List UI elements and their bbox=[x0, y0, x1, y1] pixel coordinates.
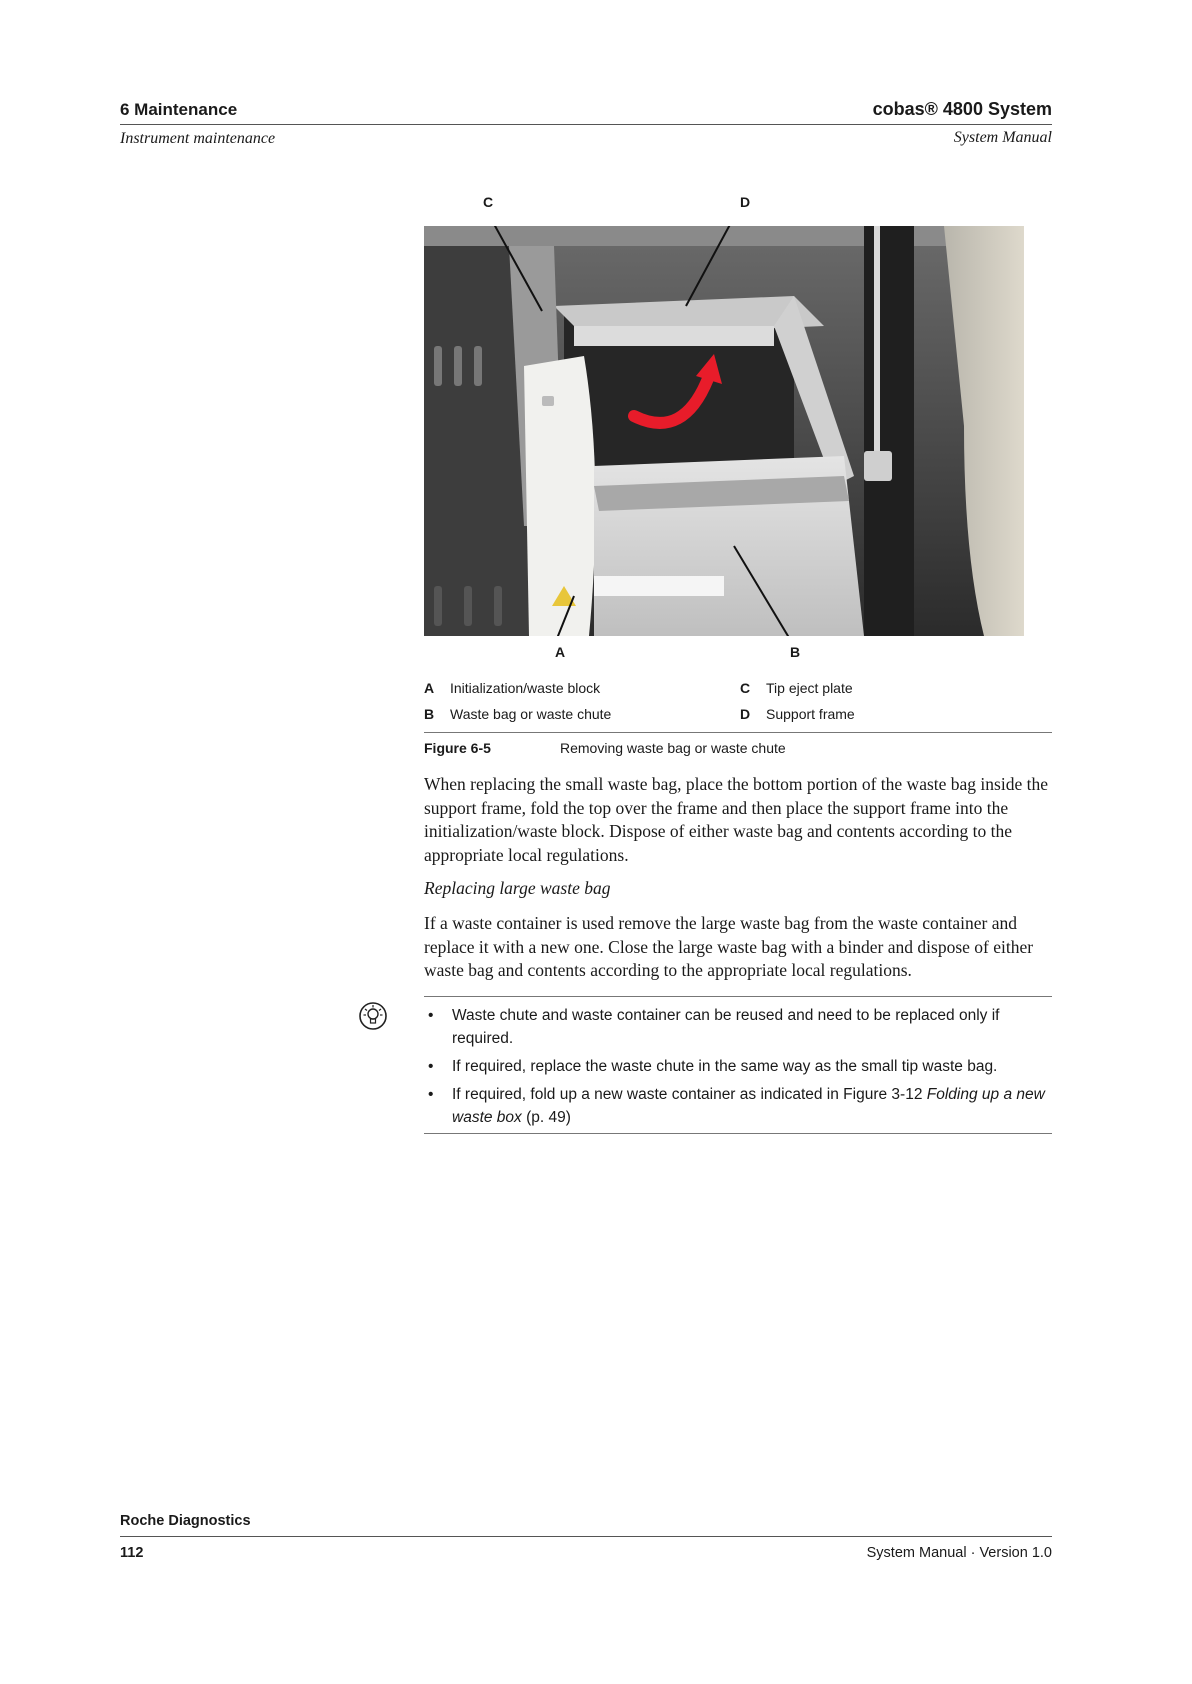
note-rule-top bbox=[424, 996, 1052, 997]
legend-key: B bbox=[424, 706, 435, 722]
lightbulb-icon bbox=[358, 1001, 388, 1031]
list-item: • If required, fold up a new waste container as indicated in Figure 3-12 Folding up a new waste box (p. 49) bbox=[428, 1086, 1045, 1126]
legend-key: A bbox=[424, 680, 435, 696]
section-title: Instrument maintenance bbox=[120, 130, 276, 147]
legend-item-a bbox=[424, 680, 600, 696]
note-list bbox=[424, 1004, 1054, 1134]
callout-b: B bbox=[790, 644, 801, 660]
callout-c: C bbox=[483, 194, 494, 210]
figure-caption: Removing waste bag or waste chute bbox=[560, 740, 786, 756]
subheading: Replacing large waste bag bbox=[424, 878, 611, 898]
chapter-title: 6 Maintenance bbox=[120, 100, 238, 119]
note-text-prefix: If required, fold up a new waste container as indicated in Figure 3-12 bbox=[452, 1086, 927, 1103]
legend-text: Support frame bbox=[766, 706, 855, 722]
figure-reference-link[interactable]: Folding up a new waste box bbox=[452, 1086, 1045, 1126]
legend-text: Initialization/waste block bbox=[450, 680, 601, 696]
legend-item-b bbox=[424, 706, 611, 722]
note-text-suffix: (p. 49) bbox=[521, 1109, 571, 1126]
body-paragraph-1: When replacing the small waste bag, place the bottom portion of the waste bag inside the support frame, fold the top over the frame and then place the support frame into the initialization/waste block. Dispose of either waste bag and contents according to the appropriate local regulations. bbox=[424, 774, 1048, 865]
callout-a: A bbox=[555, 644, 566, 660]
footer-rule bbox=[120, 1536, 1052, 1537]
instrument-photo bbox=[424, 226, 1024, 636]
version-label: System Manual · Version 1.0 bbox=[866, 1545, 1052, 1561]
note-text: Waste chute and waste container can be reused and need to be replaced only if required. bbox=[452, 1007, 1000, 1047]
legend-text: Tip eject plate bbox=[766, 680, 853, 696]
legend-key: D bbox=[740, 706, 751, 722]
figure-rule bbox=[424, 732, 1052, 733]
company-name: Roche Diagnostics bbox=[120, 1513, 251, 1529]
document-type: System Manual bbox=[953, 129, 1052, 146]
callout-d: D bbox=[740, 194, 751, 210]
legend-text: Waste bag or waste chute bbox=[450, 706, 612, 722]
body-paragraph-2: If a waste container is used remove the large waste bag from the waste container and replace it with a new one. Close the large waste bag with a binder and dispose of either waste bag and contents according to the appropriate local regulations. bbox=[424, 913, 1034, 980]
header-rule bbox=[120, 124, 1052, 125]
instrument-illustration bbox=[424, 226, 1024, 636]
product-title: cobas® 4800 System bbox=[872, 99, 1052, 119]
note-rule-bottom bbox=[424, 1133, 1052, 1134]
list-item: • If required, replace the waste chute in the same way as the small tip waste bag. bbox=[428, 1058, 998, 1075]
figure-label: Figure 6-5 bbox=[424, 740, 491, 756]
note-text: If required, replace the waste chute in the same way as the small tip waste bag. bbox=[452, 1058, 998, 1075]
legend-item-d bbox=[740, 706, 855, 722]
legend-item-c bbox=[740, 680, 853, 696]
page-number: 112 bbox=[120, 1545, 144, 1561]
list-item: • Waste chute and waste container can be reused and need to be replaced only if required. bbox=[428, 1007, 1000, 1047]
legend-key: C bbox=[740, 680, 751, 696]
